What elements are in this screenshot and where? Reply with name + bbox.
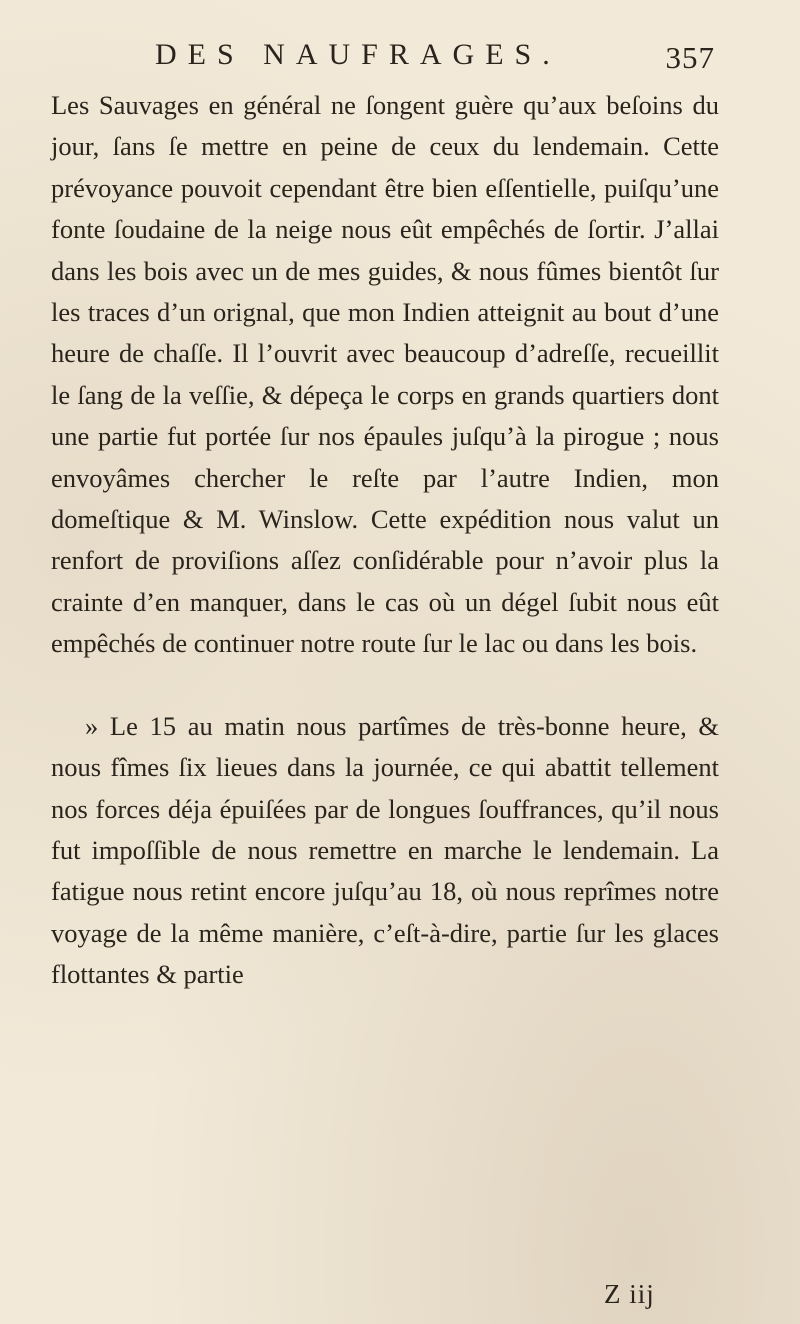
signature-mark: Z iij (604, 1279, 655, 1309)
running-title: DES NAUFRAGES. (155, 38, 561, 71)
paragraph-1: Les Sauvages en général ne ſongent guère qu’aux beſoins du jour, ſans ſe mettre en peine de ceux du lendemain. Cette prévoyance pouvoit cependant être bien eſſentielle, puiſqu’une fonte ſoudaine de la neige nous eût empêchés de ſortir. J’allai dans les bois avec un de mes guides, & nous fûmes bientôt ſur les traces d’un orignal, que mon Indien atteignit au bout d’une heure de chaſſe. Il l’ouvrit avec beaucoup d’adreſſe, recueillit le ſang de la veſſie, & dépeça le corps en grands quartiers dont une partie fut portée ſur nos épaules juſqu’à la pirogue ; nous envoyâmes chercher le reſte par l’autre Indien, mon domeſtique & M. Winslow. Cette expédition nous valut un renfort de proviſions aſſez conſidérable pour n’avoir plus la crainte d’en manquer, dans le cas où un dégel ſubit nous eût empêchés de continuer notre route ſur le lac ou dans les bois. (51, 90, 719, 659)
body-text (51, 85, 719, 996)
paragraph-2: » Le 15 au matin nous partîmes de très-bonne heure, & nous fîmes ſix lieues dans la journée, ce qui abattit tellement nos forces déja épuiſées par de longues ſouffrances, qu’il nous fut impoſſible de nous remettre en marche le lendemain. La fatigue nous retint encore juſqu’au 18, où nous reprîmes notre voyage de la même manière, c’eſt-à-dire, partie ſur les glaces flottantes & partie (51, 710, 719, 990)
running-head (155, 38, 715, 80)
page-number: 357 (665, 40, 715, 75)
